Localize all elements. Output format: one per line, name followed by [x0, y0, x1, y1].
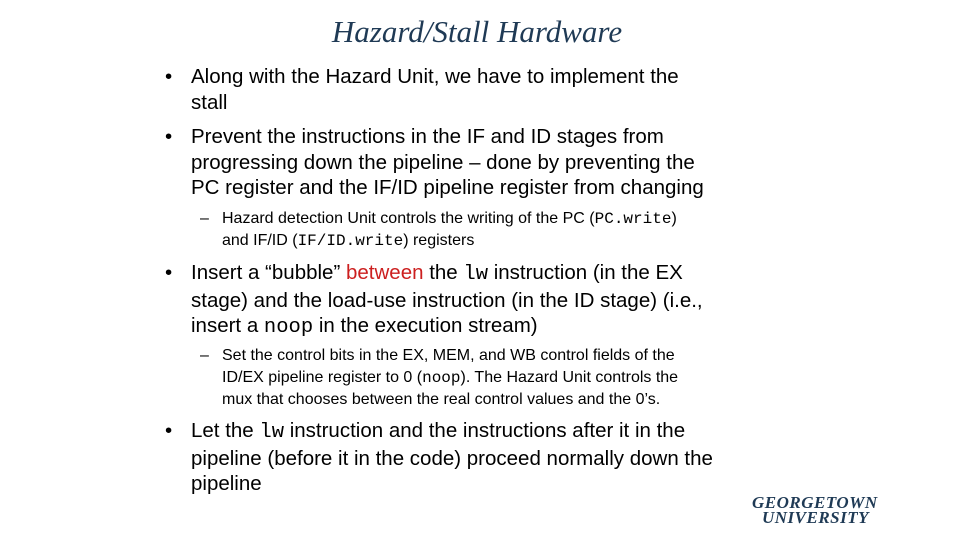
slide-title: Hazard/Stall Hardware [331, 14, 623, 49]
text-run: Insert a “bubble” [191, 261, 346, 284]
bullet-line [191, 313, 811, 341]
bullet-marker: • [165, 261, 173, 284]
code-noop: noop [263, 316, 314, 339]
bullet-line: stage) and the load-use instruction (in the ID stage) (i.e., [191, 288, 703, 312]
bullet-marker: • [165, 65, 173, 88]
bullet-line: PC register and the IF/ID pipeline register from changing [191, 176, 704, 199]
subbullet-line: mux that chooses between the real control values and the 0’s. [222, 391, 661, 408]
text-run: instruction (in the EX [488, 261, 683, 284]
code-ifid-write: IF/ID.write [297, 232, 404, 250]
bullet-line: Along with the Hazard Unit, we have to implement the [191, 65, 679, 88]
logo-line-georgetown: GEORGETOWN [752, 493, 878, 512]
text-run: ) registers [403, 232, 475, 249]
subbullet-line [222, 230, 802, 252]
bullet-marker: • [165, 125, 173, 148]
bullet-line: pipeline [191, 472, 262, 495]
georgetown-university-logo [752, 493, 934, 528]
bullet-line: progressing down the pipeline – done by preventing the [191, 150, 695, 174]
subbullet-marker: – [200, 347, 209, 364]
text-run: ). The Hazard Unit controls the [460, 369, 679, 386]
text-run: Let the [191, 419, 260, 442]
subbullet-marker: – [200, 210, 209, 227]
logo-line-university: UNIVERSITY [762, 508, 870, 527]
code-lw: lw [259, 421, 284, 444]
subbullet-line [222, 367, 802, 389]
text-run: and IF/ID ( [222, 232, 298, 249]
bullet-line [191, 418, 811, 446]
text-run: Hazard detection Unit controls the writing of the PC ( [222, 210, 595, 227]
bullet-marker: • [165, 419, 173, 442]
text-run: instruction and the instructions after it in the [284, 419, 686, 442]
highlight-between: between [345, 261, 424, 284]
subbullet-line: Set the control bits in the EX, MEM, and WB control fields of the [222, 347, 675, 364]
subbullet-line [222, 208, 802, 230]
bullet-line: pipeline (before it in the code) proceed normally down the [191, 446, 713, 470]
text-run: the [423, 261, 464, 284]
text-run: insert a [191, 314, 264, 337]
text-run: in the execution stream) [313, 314, 538, 337]
code-lw: lw [463, 263, 488, 286]
code-pc-write: PC.write [594, 210, 672, 228]
bullet-line [191, 260, 811, 288]
code-noop: noop [422, 369, 461, 387]
bullet-line: stall [191, 90, 228, 114]
text-run: ) [671, 210, 677, 227]
text-run: ID/EX pipeline register to 0 ( [222, 369, 423, 386]
bullet-line: Prevent the instructions in the IF and ID stages from [191, 125, 664, 148]
